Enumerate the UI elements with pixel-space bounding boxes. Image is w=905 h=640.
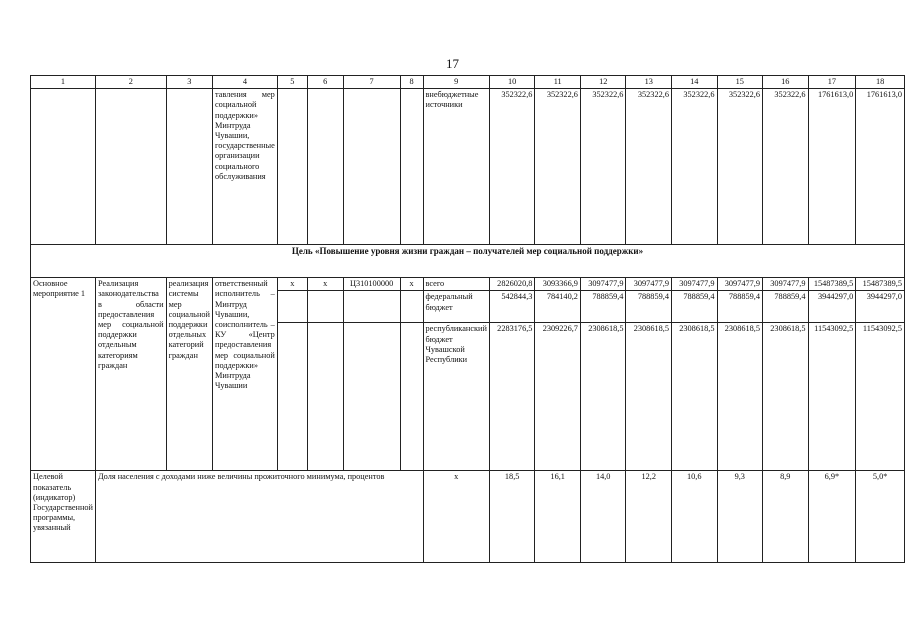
column-number: 13 [626,76,672,89]
indicator-value: 5,0* [856,471,905,563]
value-cell: 3097477,9 [763,278,809,291]
value-cell: 352322,6 [489,89,535,245]
value-cell: 352322,6 [671,89,717,245]
indicator-value: 16,1 [535,471,581,563]
indicator-text: Доля населения с доходами ниже величины прожиточного минимума, процентов [96,471,423,563]
empty-cell [31,89,96,245]
value-cell: 784140,2 [535,291,581,323]
value-cell: 788859,4 [626,291,672,323]
column-number: 14 [671,76,717,89]
value-cell: 3097477,9 [717,278,763,291]
column-number: 10 [489,76,535,89]
empty-cell [277,291,307,323]
code-cell: Ц310100000 [343,278,400,291]
value-cell: 2308618,5 [717,323,763,471]
value-cell: 542844,3 [489,291,535,323]
column-number: 5 [277,76,307,89]
funding-source: внебюджетные источники [423,89,489,245]
value-cell: 3944297,0 [808,291,856,323]
funding-source: всего [423,278,489,291]
indicator-value: 12,2 [626,471,672,563]
value-cell: 3944297,0 [856,291,905,323]
empty-cell [343,89,400,245]
value-cell: 2309226,7 [535,323,581,471]
value-cell: 11543092,5 [808,323,856,471]
empty-cell [166,89,212,245]
empty-cell [96,89,167,245]
column-number: 7 [343,76,400,89]
column-number-row [31,76,905,89]
page-number: 17 [446,56,459,71]
goal-heading: Цель «Повышение уровня жизни граждан – получателей мер социальной поддержки» [31,245,905,278]
event-task: реализация системы мер социальной поддержки отдельных категорий граждан [166,278,212,471]
empty-cell [400,323,423,471]
code-cell: х [400,278,423,291]
indicator-value: 10,6 [671,471,717,563]
code-cell: х [277,278,307,291]
value-cell: 352322,6 [763,89,809,245]
column-number: 4 [213,76,278,89]
value-cell: 2826020,8 [489,278,535,291]
event-name: Реализация законодательства в области предоставления мер социальной поддержки отдельным категориям граждан [96,278,167,471]
event-status: Основное мероприятие 1 [31,278,96,471]
indicator-value: 8,9 [763,471,809,563]
value-cell: 2308618,5 [580,323,626,471]
value-cell: 2308618,5 [626,323,672,471]
value-cell: 3097477,9 [671,278,717,291]
value-cell: 788859,4 [580,291,626,323]
value-cell: 352322,6 [626,89,672,245]
value-cell: 352322,6 [580,89,626,245]
value-cell: 11543092,5 [856,323,905,471]
value-cell: 15487389,5 [856,278,905,291]
empty-cell [307,323,343,471]
indicator-unit: х [423,471,489,563]
value-cell: 1761613,0 [856,89,905,245]
value-cell: 788859,4 [671,291,717,323]
indicator-value: 9,3 [717,471,763,563]
empty-cell [400,291,423,323]
indicator-value: 6,9* [808,471,856,563]
value-cell: 788859,4 [717,291,763,323]
column-number: 16 [763,76,809,89]
continuation-row [31,89,905,245]
value-cell: 3097477,9 [626,278,672,291]
column-number: 8 [400,76,423,89]
empty-cell [307,291,343,323]
main-event-row-total [31,278,905,291]
column-number: 17 [808,76,856,89]
empty-cell [307,89,343,245]
empty-cell [400,89,423,245]
value-cell: 2308618,5 [763,323,809,471]
column-number: 18 [856,76,905,89]
column-number: 12 [580,76,626,89]
indicator-value: 14,0 [580,471,626,563]
column-number: 15 [717,76,763,89]
value-cell: 788859,4 [763,291,809,323]
value-cell: 15487389,5 [808,278,856,291]
value-cell: 1761613,0 [808,89,856,245]
empty-cell [277,323,307,471]
program-table-sheet [30,75,905,563]
column-number: 11 [535,76,581,89]
indicator-label: Целевой показатель (индикатор) Государственной программы, увязанный [31,471,96,563]
empty-cell [277,89,307,245]
column-number: 6 [307,76,343,89]
column-number: 2 [96,76,167,89]
value-cell: 3097477,9 [580,278,626,291]
executor-cell: тавления мер социальной поддержки» Минтруда Чувашии, государственные организации социального обслуживания [213,89,278,245]
empty-cell [343,291,400,323]
value-cell: 352322,6 [535,89,581,245]
program-table [30,75,905,563]
event-executor: ответственный исполнитель – Минтруд Чувашии, соисполнитель – КУ «Центр предоставления мер социальной поддержки» Минтруда Чувашии [213,278,278,471]
value-cell: 352322,6 [717,89,763,245]
value-cell: 3093366,9 [535,278,581,291]
indicator-row [31,471,905,563]
goal-row [31,245,905,278]
code-cell: х [307,278,343,291]
column-number: 1 [31,76,96,89]
funding-source: республиканский бюджет Чувашской Республики [423,323,489,471]
value-cell: 2283176,5 [489,323,535,471]
empty-cell [343,323,400,471]
column-number: 9 [423,76,489,89]
column-number: 3 [166,76,212,89]
indicator-value: 18,5 [489,471,535,563]
funding-source: федеральный бюджет [423,291,489,323]
value-cell: 2308618,5 [671,323,717,471]
